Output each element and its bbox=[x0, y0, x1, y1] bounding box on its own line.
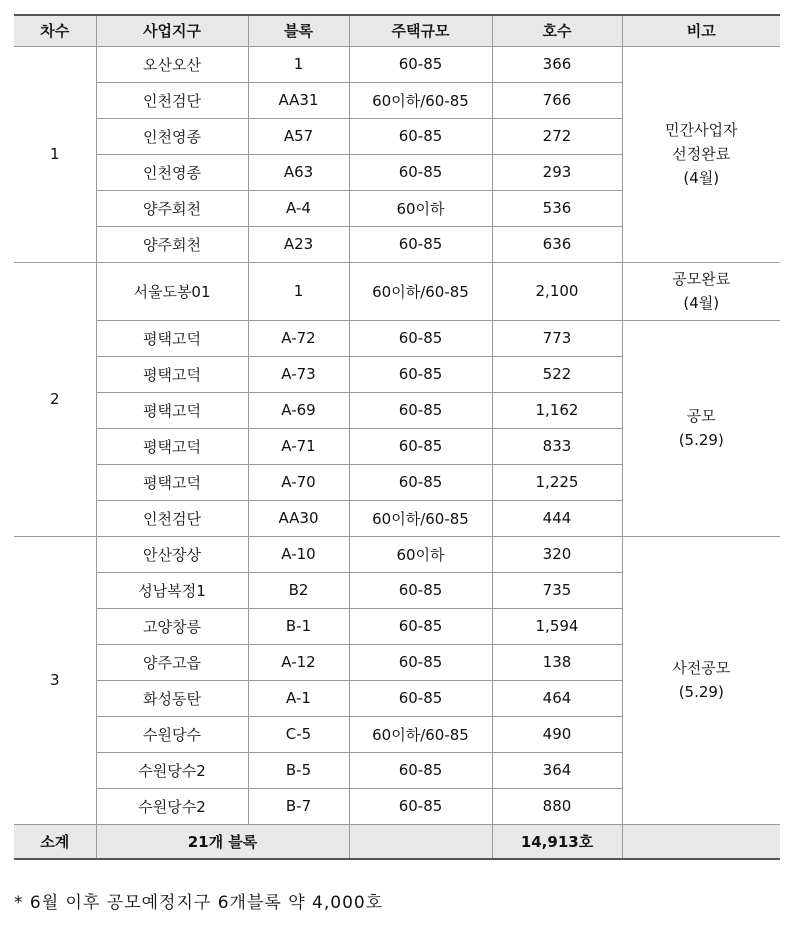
size-cell: 60-85 bbox=[349, 320, 492, 356]
block-cell: AA30 bbox=[248, 500, 349, 536]
size-cell: 60-85 bbox=[349, 608, 492, 644]
district-cell: 수원당수 bbox=[96, 716, 248, 752]
table-header-row bbox=[14, 15, 780, 46]
district-cell: 양주회천 bbox=[96, 226, 248, 262]
size-cell: 60이하/60-85 bbox=[349, 82, 492, 118]
district-cell: 평택고덕 bbox=[96, 392, 248, 428]
size-cell: 60이하 bbox=[349, 190, 492, 226]
district-cell: 수원당수2 bbox=[96, 752, 248, 788]
block-cell: A23 bbox=[248, 226, 349, 262]
size-cell: 60-85 bbox=[349, 752, 492, 788]
header-units: 호수 bbox=[492, 15, 622, 46]
district-cell: 양주회천 bbox=[96, 190, 248, 226]
district-cell: 수원당수2 bbox=[96, 788, 248, 824]
table-row bbox=[14, 536, 780, 572]
units-cell: 293 bbox=[492, 154, 622, 190]
block-cell: 1 bbox=[248, 46, 349, 82]
size-cell: 60이하 bbox=[349, 536, 492, 572]
round-cell: 2 bbox=[14, 262, 96, 536]
units-cell: 444 bbox=[492, 500, 622, 536]
units-cell: 773 bbox=[492, 320, 622, 356]
units-cell: 1,162 bbox=[492, 392, 622, 428]
header-size: 주택규모 bbox=[349, 15, 492, 46]
size-cell: 60-85 bbox=[349, 356, 492, 392]
units-cell: 522 bbox=[492, 356, 622, 392]
header-round: 차수 bbox=[14, 15, 96, 46]
note-cell: 사전공모 (5.29) bbox=[622, 536, 780, 824]
size-cell: 60-85 bbox=[349, 226, 492, 262]
note-cell: 공모완료 (4월) bbox=[622, 262, 780, 320]
district-cell: 오산오산 bbox=[96, 46, 248, 82]
units-cell: 320 bbox=[492, 536, 622, 572]
block-cell: B-1 bbox=[248, 608, 349, 644]
size-cell: 60이하/60-85 bbox=[349, 500, 492, 536]
subtotal-row bbox=[14, 824, 780, 859]
block-cell: A-69 bbox=[248, 392, 349, 428]
units-cell: 833 bbox=[492, 428, 622, 464]
district-cell: 양주고읍 bbox=[96, 644, 248, 680]
header-note: 비고 bbox=[622, 15, 780, 46]
size-cell: 60이하/60-85 bbox=[349, 262, 492, 320]
district-cell: 안산장상 bbox=[96, 536, 248, 572]
units-cell: 766 bbox=[492, 82, 622, 118]
table-row bbox=[14, 46, 780, 82]
units-cell: 272 bbox=[492, 118, 622, 154]
units-cell: 138 bbox=[492, 644, 622, 680]
units-cell: 366 bbox=[492, 46, 622, 82]
block-cell: A-73 bbox=[248, 356, 349, 392]
subtotal-label: 소계 bbox=[14, 824, 96, 859]
district-cell: 평택고덕 bbox=[96, 356, 248, 392]
district-cell: 인천영종 bbox=[96, 118, 248, 154]
block-cell: B-7 bbox=[248, 788, 349, 824]
district-cell: 성남복정1 bbox=[96, 572, 248, 608]
district-cell: 고양창릉 bbox=[96, 608, 248, 644]
subtotal-size-empty bbox=[349, 824, 492, 859]
district-cell: 평택고덕 bbox=[96, 320, 248, 356]
district-cell: 인천검단 bbox=[96, 82, 248, 118]
size-cell: 60-85 bbox=[349, 428, 492, 464]
district-cell: 인천영종 bbox=[96, 154, 248, 190]
subtotal-note-empty bbox=[622, 824, 780, 859]
block-cell: A-71 bbox=[248, 428, 349, 464]
round-cell: 1 bbox=[14, 46, 96, 262]
size-cell: 60-85 bbox=[349, 680, 492, 716]
header-district: 사업지구 bbox=[96, 15, 248, 46]
units-cell: 2,100 bbox=[492, 262, 622, 320]
district-cell: 평택고덕 bbox=[96, 464, 248, 500]
units-cell: 880 bbox=[492, 788, 622, 824]
units-cell: 735 bbox=[492, 572, 622, 608]
units-cell: 636 bbox=[492, 226, 622, 262]
header-block: 블록 bbox=[248, 15, 349, 46]
block-cell: A-72 bbox=[248, 320, 349, 356]
size-cell: 60-85 bbox=[349, 464, 492, 500]
block-cell: A-10 bbox=[248, 536, 349, 572]
units-cell: 1,594 bbox=[492, 608, 622, 644]
units-cell: 490 bbox=[492, 716, 622, 752]
size-cell: 60-85 bbox=[349, 46, 492, 82]
units-cell: 1,225 bbox=[492, 464, 622, 500]
subtotal-units: 14,913호 bbox=[492, 824, 622, 859]
size-cell: 60이하/60-85 bbox=[349, 716, 492, 752]
units-cell: 364 bbox=[492, 752, 622, 788]
district-cell: 서울도봉01 bbox=[96, 262, 248, 320]
block-cell: A-70 bbox=[248, 464, 349, 500]
size-cell: 60-85 bbox=[349, 118, 492, 154]
subtotal-blocks: 21개 블록 bbox=[96, 824, 349, 859]
units-cell: 536 bbox=[492, 190, 622, 226]
block-cell: B-5 bbox=[248, 752, 349, 788]
size-cell: 60-85 bbox=[349, 572, 492, 608]
table-row bbox=[14, 262, 780, 320]
table-row bbox=[14, 320, 780, 356]
district-cell: 인천검단 bbox=[96, 500, 248, 536]
size-cell: 60-85 bbox=[349, 788, 492, 824]
housing-supply-table bbox=[14, 14, 780, 860]
size-cell: 60-85 bbox=[349, 392, 492, 428]
block-cell: A-1 bbox=[248, 680, 349, 716]
block-cell: A63 bbox=[248, 154, 349, 190]
round-cell: 3 bbox=[14, 536, 96, 824]
district-cell: 화성동탄 bbox=[96, 680, 248, 716]
note-cell: 공모 (5.29) bbox=[622, 320, 780, 536]
block-cell: A-4 bbox=[248, 190, 349, 226]
block-cell: A-12 bbox=[248, 644, 349, 680]
block-cell: 1 bbox=[248, 262, 349, 320]
block-cell: AA31 bbox=[248, 82, 349, 118]
block-cell: C-5 bbox=[248, 716, 349, 752]
units-cell: 464 bbox=[492, 680, 622, 716]
block-cell: A57 bbox=[248, 118, 349, 154]
size-cell: 60-85 bbox=[349, 154, 492, 190]
block-cell: B2 bbox=[248, 572, 349, 608]
size-cell: 60-85 bbox=[349, 644, 492, 680]
footnote: * 6월 이후 공모예정지구 6개블록 약 4,000호 bbox=[14, 893, 384, 913]
district-cell: 평택고덕 bbox=[96, 428, 248, 464]
note-cell: 민간사업자 선정완료 (4월) bbox=[622, 46, 780, 262]
